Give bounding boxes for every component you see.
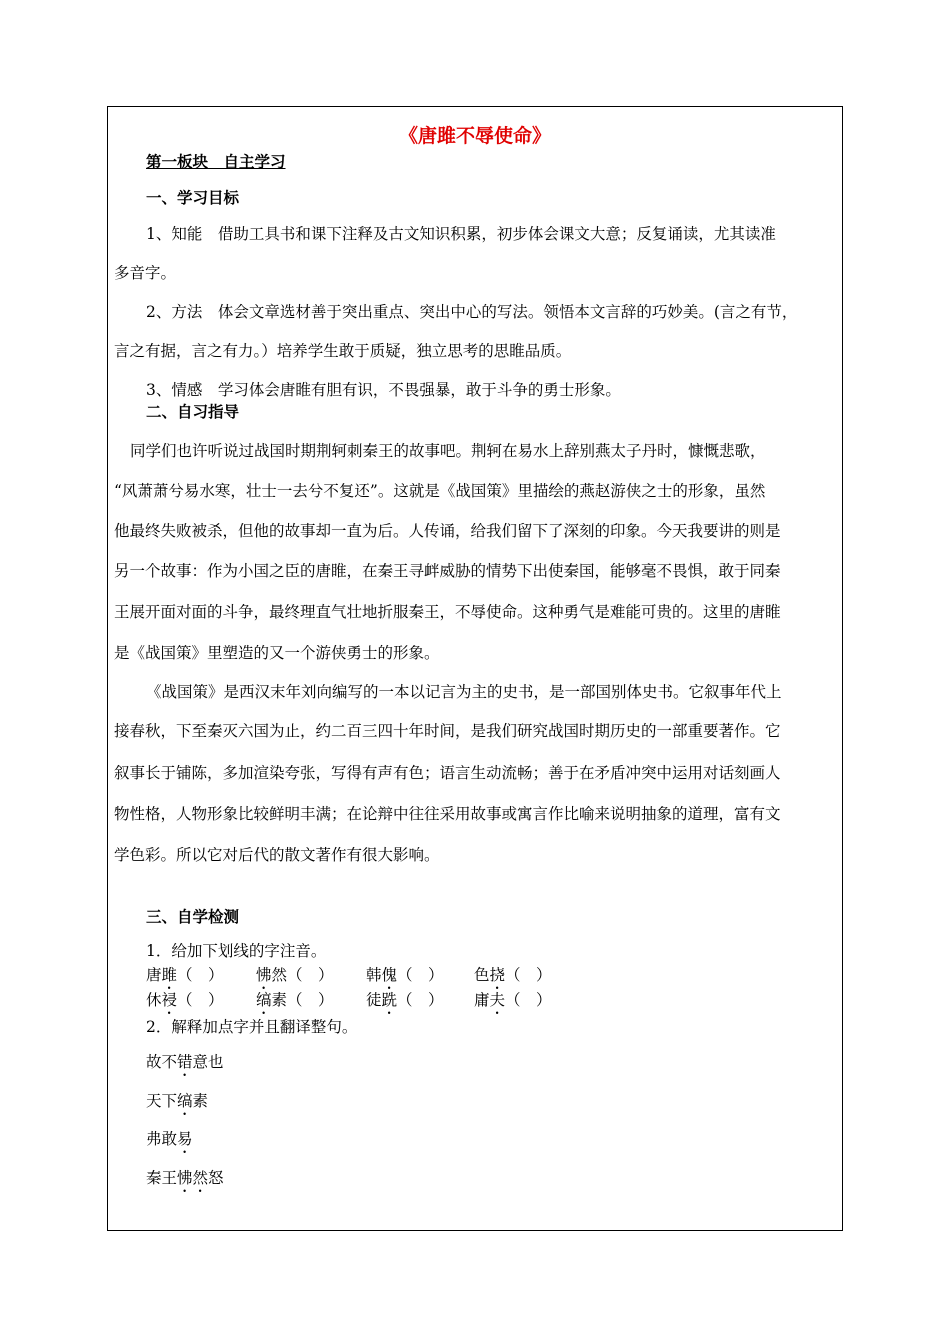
question-2: 2．解释加点字并且翻译整句。 [146, 1018, 358, 1036]
pinyin-item: 唐雎（ ） [146, 966, 224, 984]
goal-line: 言之有据，言之有力。）培养学生敢于质疑，独立思考的思睢品质。 [114, 342, 572, 360]
guide-line: 是《战国策》里塑造的又一个游侠勇士的形象。 [114, 644, 440, 662]
translate-item: 秦王怫然怒 [146, 1169, 224, 1187]
guide-line: “风萧萧兮易水寒，壮士一去兮不复还”。这就是《战国策》里描绘的燕赵游侠之士的形象，虽然 [114, 482, 766, 500]
pinyin-item: 庸夫（ ） [474, 991, 552, 1009]
guide-line: 《战国策》是西汉末年刘向编写的一本以记言为主的史书，是一部国别体史书。它叙事年代上 [146, 683, 782, 701]
section-heading-test: 三、自学检测 [146, 908, 240, 926]
guide-line: 物性格，人物形象比较鲜明丰满；在论辩中往往采用故事或寓言作比喻来说明抽象的道理，富有文 [114, 805, 781, 823]
page-title: 《唐雎不辱使命》 [398, 125, 551, 147]
goal-line: 2、方法 体会文章选材善于突出重点、突出中心的写法。领悟本文言辞的巧妙美。(言之有节， [146, 303, 798, 321]
pinyin-item: 色挠（ ） [474, 966, 552, 984]
question-1: 1．给加下划线的字注音。 [146, 942, 327, 960]
pinyin-item: 韩傀（ ） [366, 966, 444, 984]
translate-item: 故不错意也 [146, 1053, 224, 1071]
guide-line: 接春秋，下至秦灭六国为止，约二百三四十年时间，是我们研究战国时期历史的一部重要著作。它 [114, 722, 781, 740]
guide-line: 另一个故事：作为小国之臣的唐睢，在秦王寻衅威胁的情势下出使秦国，能够毫不畏惧，敢于同秦 [114, 562, 781, 580]
guide-line: 同学们也许听说过战国时期荆轲刺秦王的故事吧。荆轲在易水上辞别燕太子丹时，慷慨悲歌， [130, 442, 766, 460]
goal-line: 1、知能 借助工具书和课下注释及古文知识积累，初步体会课文大意；反复诵读，尤其读准 [146, 225, 776, 243]
guide-line: 学色彩。所以它对后代的散文著作有很大影响。 [114, 846, 440, 864]
pinyin-item: 徒跣（ ） [366, 991, 444, 1009]
guide-line: 王展开面对面的斗争，最终理直气壮地折服秦王，不辱使命。这种勇气是难能可贵的。这里的唐睢 [114, 603, 781, 621]
translate-item: 弗敢易 [146, 1130, 193, 1148]
guide-line: 他最终失败被杀，但他的故事却一直为后。人传诵，给我们留下了深刻的印象。今天我要讲的则是 [114, 522, 781, 540]
goal-line: 多音字。 [114, 264, 177, 282]
pinyin-item: 怫然（ ） [256, 966, 334, 984]
guide-line: 叙事长于铺陈，多加渲染夸张，写得有声有色；语言生动流畅；善于在矛盾冲突中运用对话刻画人 [114, 764, 781, 782]
pinyin-item: 缟素（ ） [256, 991, 334, 1009]
goal-line: 3、情感 学习体会唐睢有胆有识，不畏强暴，敢于斗争的勇士形象。 [146, 381, 621, 399]
block-heading: 第一板块 自主学习 [146, 153, 286, 171]
pinyin-item: 休祲（ ） [146, 991, 224, 1009]
translate-item: 天下缟素 [146, 1092, 209, 1110]
section-heading-goals: 一、学习目标 [146, 189, 240, 207]
section-heading-guide: 二、自习指导 [146, 403, 240, 421]
